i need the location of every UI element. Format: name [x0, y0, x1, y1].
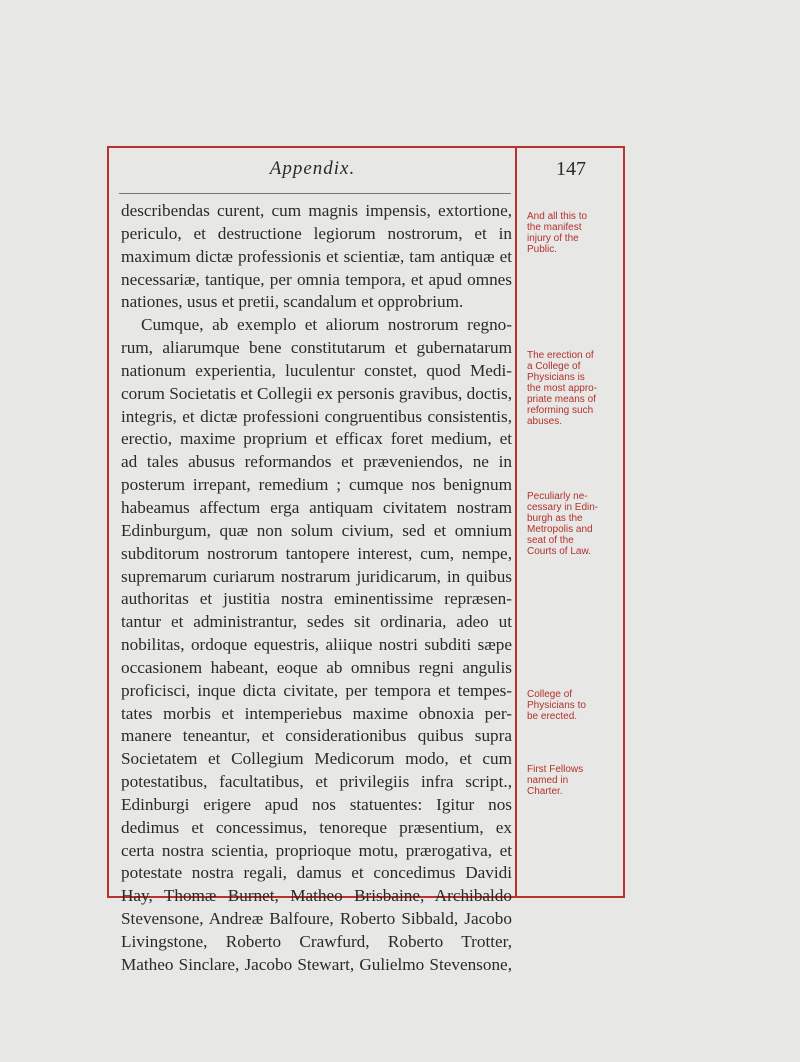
body-line: Livingstone, Roberto Crawfurd, Roberto Trotter, — [121, 932, 512, 951]
header-rule — [119, 193, 511, 194]
body-line: dedimus et concessimus, tenoreque præsentium, ex — [121, 817, 512, 837]
margin-note-public-injury — [527, 211, 623, 255]
body-line: habeamus affectum erga antiquam civitatem nostram — [121, 497, 512, 517]
body-line: supremarum curiarum nostrarum juridicarum, in quibus — [121, 566, 512, 586]
note-line: a College of — [527, 361, 581, 372]
note-line: named in — [527, 775, 569, 786]
note-line: priate means of — [527, 394, 596, 405]
body-line: rum, aliarumque bene constitutarum et gubernatarum — [121, 338, 512, 358]
body-line: nationum experientia, luculentur constet, quod Medi- — [121, 360, 512, 380]
body-line: proficisci, inque dicta civitate, per tempora et tempes- — [121, 680, 512, 700]
body-line: erectio, maxime proprium et efficax foret medium, et — [121, 429, 512, 449]
note-line: the manifest — [527, 222, 582, 233]
body-line: nationes, usus et pretii, scandalum et opprobrium. — [121, 292, 464, 312]
note-line: Peculiarly ne- — [527, 491, 588, 502]
body-line: tates morbis et intemperiebus maxime obnoxia per- — [121, 703, 512, 723]
note-line: Physicians to — [527, 700, 586, 711]
note-line: The erection of — [527, 350, 594, 361]
note-line: injury of the — [527, 233, 579, 244]
margin-note-edinburgh — [527, 491, 623, 557]
note-line: burgh as the — [527, 513, 583, 524]
body-line: describendas curent, cum magnis impensis, extortione, — [121, 201, 512, 220]
body-line: Hay, Thomæ Burnet, Matheo Brisbaine, Archibaldo — [121, 886, 512, 906]
body-text — [121, 200, 512, 977]
body-line: periculo, et destructione legiorum nostrorum, et in — [121, 223, 512, 243]
note-line: Physicians is — [527, 372, 585, 383]
margin-note-first-fellows — [527, 764, 623, 797]
note-line: Public. — [527, 244, 558, 255]
body-line: Stevensone, Andreæ Balfoure, Roberto Sibbald, Jacobo — [121, 909, 512, 929]
note-line: reforming such — [527, 405, 594, 416]
note-line: be erected. — [527, 711, 578, 722]
note-line: abuses. — [527, 416, 563, 427]
body-line: posterum irrepant, remedium ; cumque nos benignum — [121, 475, 512, 495]
margin-note-college-erected — [527, 689, 623, 722]
body-line: corum Societatis et Collegii ex personis gravibus, doctis, — [121, 383, 512, 403]
margin-divider — [515, 146, 517, 898]
body-line: integris, et dictæ professioni congruentibus consistentis, — [121, 406, 512, 426]
body-line: Cumque, ab exemplo et aliorum nostrorum regno- — [141, 315, 512, 335]
note-line: Metropolis and — [527, 524, 593, 535]
body-line: Societatem et Collegium Medicorum modo, et cum — [121, 749, 512, 769]
body-line: ad tales abusus reformandos et præveniendos, ne in — [121, 452, 512, 472]
body-line: certa nostra scientia, proprioque motu, prærogativa, et — [121, 840, 512, 860]
body-line: nobilitas, ordoque equestris, aliique nostri subditi sæpe — [121, 635, 512, 655]
body-line: Edinburgi erigere apud nos statuentes: Igitur nos — [121, 794, 512, 814]
body-line: subditorum nostrorum tantopere interest, cum, nempe, — [121, 543, 512, 563]
body-line: Edinburgum, quæ non solum civium, sed et omnium — [121, 520, 512, 540]
note-line: Charter. — [527, 786, 563, 797]
note-line: College of — [527, 689, 573, 700]
body-line: authoritas et justitia nostra eminentissime repræsen- — [121, 589, 512, 609]
note-line: seat of the — [527, 535, 574, 546]
margin-note-college-erection — [527, 350, 623, 427]
note-line: cessary in Edin- — [527, 502, 599, 513]
running-title: Appendix. — [269, 158, 356, 179]
page-number: 147 — [556, 158, 586, 180]
note-line: And all this to — [527, 211, 588, 222]
note-line: Courts of Law. — [527, 546, 591, 557]
body-line: tantur et administrantur, sedes sit ordinaria, adeo ut — [121, 612, 512, 632]
body-line: manere teneantur, et considerationibus quibus supra — [121, 726, 512, 746]
body-line: occasionem habeant, eoque ab omnibus regni angulis — [121, 657, 512, 677]
body-line: potestatibus, facultatibus, et privilegiis infra script., — [121, 772, 512, 792]
body-line: maximum dictæ professionis et scientiæ, tam antiquæ et — [121, 246, 512, 266]
note-line: First Fellows — [527, 764, 584, 775]
body-line: necessariæ, tantique, per omnia tempora, et apud omnes — [121, 269, 512, 289]
body-line: Matheo Sinclare, Jacobo Stewart, Gulielmo Stevensone, — [121, 954, 512, 974]
note-line: the most appro- — [527, 383, 598, 394]
body-line: potestate nostra regali, damus et concedimus Davidi — [121, 863, 512, 883]
